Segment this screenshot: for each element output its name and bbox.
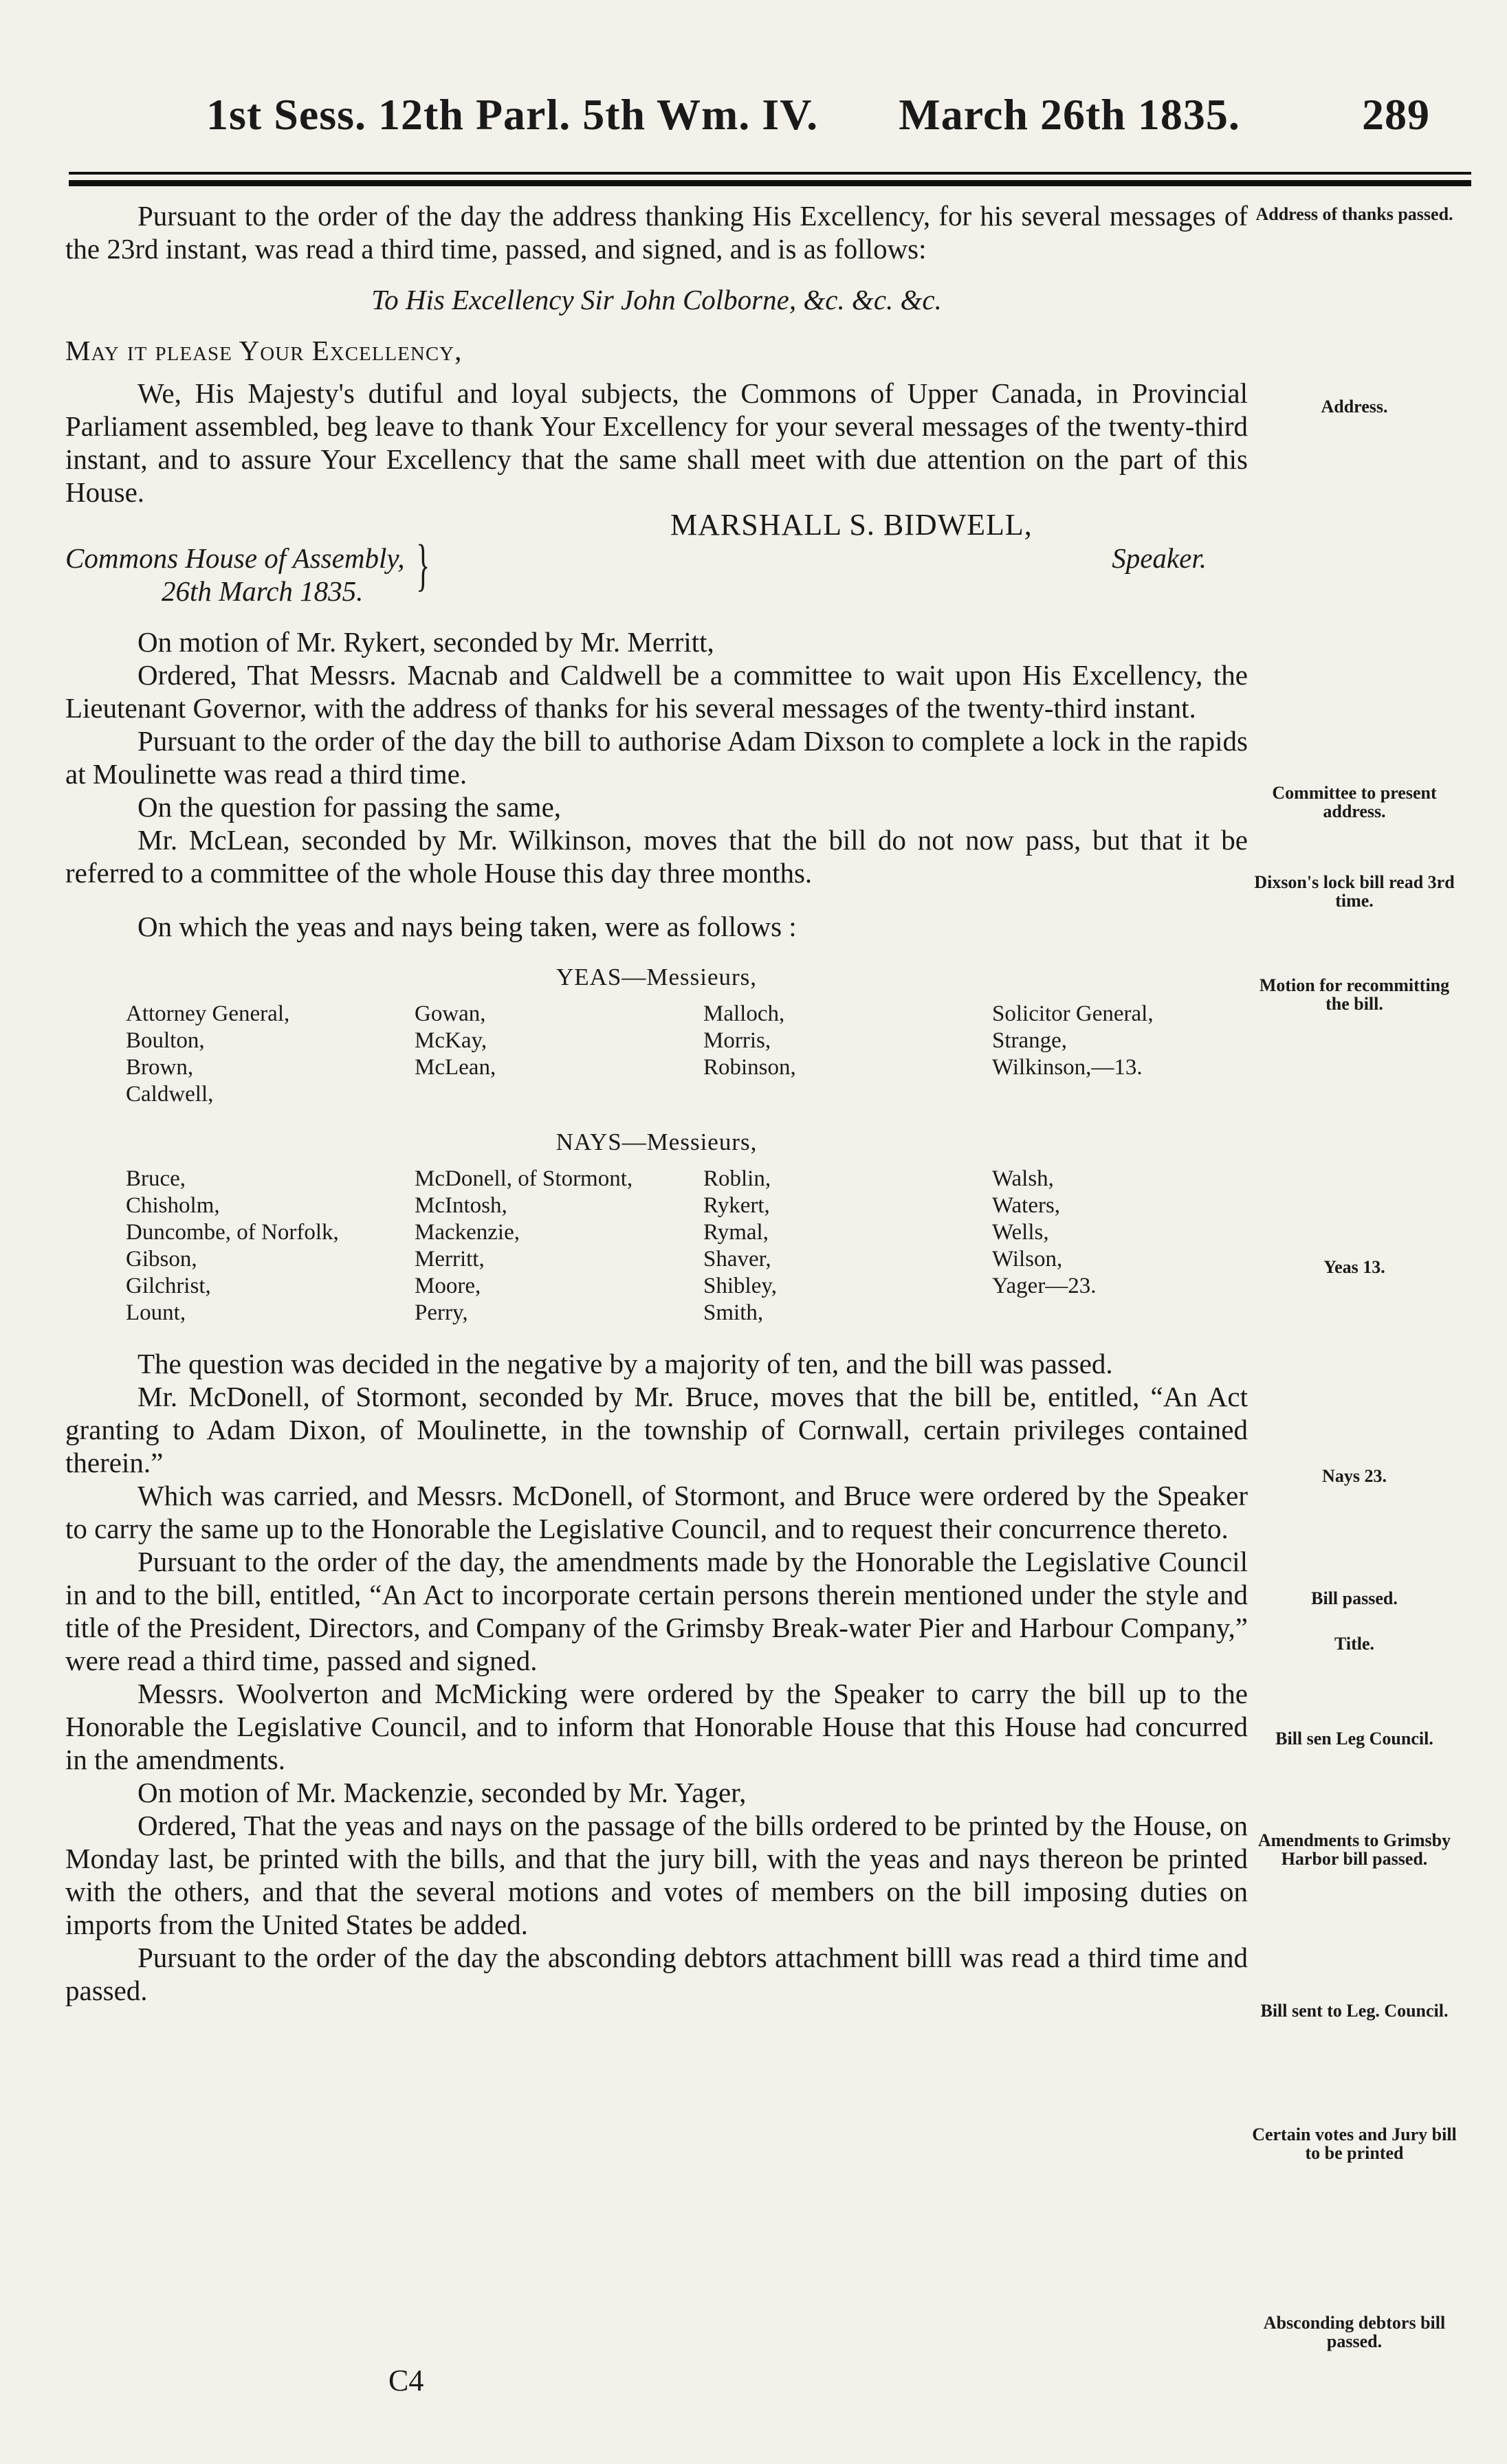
margin-note-bill-passed: Bill passed. xyxy=(1311,1588,1398,1608)
nay-member-name: Walsh, xyxy=(992,1166,1054,1191)
header-date: March 26th 1835. xyxy=(899,90,1240,139)
address-salutation: May it please Your Excellency, xyxy=(65,335,463,366)
nay-member-name: Wilson, xyxy=(992,1247,1063,1272)
nay-member-name: Rykert, xyxy=(703,1193,770,1218)
question-passing: On the question for passing the same, xyxy=(138,791,562,823)
nays-list xyxy=(65,1166,1248,1327)
speaker-title: Speaker. xyxy=(1112,542,1207,574)
nay-member-name: Gilchrist, xyxy=(126,1274,211,1298)
dixson-bill-reading: Pursuant to the order of the day the bill to authorise Adam Dixson to complete a lock in the rapids at Moulinette was read a third time. xyxy=(65,725,1248,790)
yea-member-name: Wilkinson,—13. xyxy=(992,1055,1143,1080)
yea-member-name: Boulton, xyxy=(126,1028,205,1053)
yea-member-name: Caldwell, xyxy=(126,1082,214,1107)
nay-member-name: Gibson, xyxy=(126,1247,197,1272)
nay-member-name: Wells, xyxy=(992,1220,1049,1245)
yeas-heading: YEAS—Messieurs, xyxy=(556,964,758,990)
nay-member-name xyxy=(992,1300,1281,1327)
carried-paragraph: Which was carried, and Messrs. McDonell, of Stormont, and Bruce were ordered by the Speaker to carry the same up to the Honorable the Legislative Council, and to request their concurrence thereto. xyxy=(65,1480,1248,1544)
margin-note-committee: Committee to present address. xyxy=(1272,783,1437,821)
nays-heading: NAYS—Messieurs, xyxy=(556,1129,758,1155)
nay-member-name: Shibley, xyxy=(703,1274,777,1298)
yea-member-name: Malloch, xyxy=(703,1001,785,1026)
address-recipient: To His Excellency Sir John Colborne, &c. &c. &c. xyxy=(371,284,942,315)
nay-member-name: Duncombe, of Norfolk, xyxy=(126,1220,339,1245)
yea-member-name: McKay, xyxy=(415,1028,487,1053)
grimsby-paragraph: Pursuant to the order of the day, the amendments made by the Honorable the Legislative Council in and to the bill, entitled, “An Act to incorporate certain persons therein mentioned under the style and title of the President, Directors, and Company of the Grimsby Break-water Pier and Harbour Company,” were read a third time, passed and signed. xyxy=(65,1546,1248,1676)
decision-paragraph: The question was decided in the negative by a majority of ten, and the bill was passed. xyxy=(138,1348,1113,1379)
nay-member-name: Perry, xyxy=(415,1300,468,1325)
mclean-motion: Mr. McLean, seconded by Mr. Wilkinson, moves that the bill do not now pass, but that it be referred to a committee of the whole House this day three months. xyxy=(65,824,1248,889)
nay-member-name: Shaver, xyxy=(703,1247,771,1272)
ordered-committee: Ordered, That Messrs. Macnab and Caldwell be a committee to wait upon His Excellency, the Lieutenant Governor, with the address of thanks for his several messages of the twenty-third instant. xyxy=(65,659,1248,724)
yea-member-name: Morris, xyxy=(703,1028,771,1053)
running-header xyxy=(206,89,1430,151)
yea-member-name xyxy=(415,1081,703,1108)
yea-member-name: Solicitor General, xyxy=(992,1001,1154,1026)
signatory-name: MARSHALL S. BIDWELL, xyxy=(670,508,1033,542)
margin-note-recommit: Motion for recommitting the bill. xyxy=(1259,975,1450,1014)
absconding-paragraph: Pursuant to the order of the day the absconding debtors attachment billl was read a third time and passed. xyxy=(65,1942,1248,2006)
header-session: 1st Sess. 12th Parl. 5th Wm. IV. xyxy=(206,90,819,139)
nay-member-name: Rymal, xyxy=(703,1220,769,1245)
paragraph-intro: Pursuant to the order of the day the address thanking His Excellency, for his several messages of the 23rd instant, was read a third time, passed, and signed, and is as follows: xyxy=(65,200,1248,265)
yea-member-name xyxy=(703,1081,992,1108)
house-line-2: 26th March 1835. xyxy=(162,575,364,607)
nay-member-name: Waters, xyxy=(992,1193,1061,1218)
nay-member-name: Roblin, xyxy=(703,1166,771,1191)
yeas-list xyxy=(65,1001,1248,1108)
yea-member-name: Robinson, xyxy=(703,1055,796,1080)
yea-member-name: Attorney General, xyxy=(126,1001,290,1026)
margin-note-amendments: Amendments to Grimsby Harbor bill passed. xyxy=(1257,1830,1451,1869)
margin-note-certain-votes: Certain votes and Jury bill to be printed xyxy=(1252,2124,1457,2163)
nay-member-name: Merritt, xyxy=(415,1247,485,1272)
house-line-1: Commons House of Assembly, xyxy=(65,542,405,574)
margin-note-absconding: Absconding debtors bill passed. xyxy=(1263,2313,1446,2351)
margin-note-address: Address. xyxy=(1321,397,1388,417)
margin-note-nays: Nays 23. xyxy=(1322,1466,1387,1486)
brace-glyph: } xyxy=(415,533,430,597)
yea-member-name: Strange, xyxy=(992,1028,1068,1053)
nay-member-name: Lount, xyxy=(126,1300,186,1325)
yea-member-name: McLean, xyxy=(415,1055,496,1080)
printer-signature-mark: C4 xyxy=(388,2364,424,2397)
yea-member-name xyxy=(992,1081,1281,1108)
margin-note-yeas: Yeas 13. xyxy=(1323,1257,1385,1277)
margin-note-address-passed: Address of thanks passed. xyxy=(1255,204,1453,224)
mcdonell-motion: Mr. McDonell, of Stormont, seconded by Mr. Bruce, moves that the bill be, entitled, “An Act granting to Adam Dixon, of Moulinette, in the township of Cornwall, certain privileges contained therein.” xyxy=(65,1381,1248,1478)
address-body: We, His Majesty's dutiful and loyal subjects, the Commons of Upper Canada, in Provincial Parliament assembled, beg leave to thank Your Excellency for your several messages of the twenty-third instant, and to assure Your Excellency that the same shall meet with due attention on the part of this House. xyxy=(65,377,1248,508)
nay-member-name: Bruce, xyxy=(126,1166,186,1191)
margin-note-title: Title. xyxy=(1334,1634,1375,1654)
signature-block xyxy=(65,533,1248,608)
yea-member-name: Gowan, xyxy=(415,1001,486,1026)
woolverton-paragraph: Messrs. Woolverton and McMicking were ordered by the Speaker to carry the bill up to the Honorable the Legislative Council, and to inform that Honorable House that this House had concurred in the amendments. xyxy=(65,1678,1248,1775)
motion-mackenzie: On motion of Mr. Mackenzie, seconded by Mr. Yager, xyxy=(138,1777,747,1808)
ordered-printed: Ordered, That the yeas and nays on the passage of the bills ordered to be printed by the House, on Monday last, be printed with the bills, and that the jury bill, with the yeas and nays thereon be printed with the others, and that the several motions and votes of members on the bill imposing duties on imports from the United States be added. xyxy=(65,1810,1248,1940)
journal-body xyxy=(65,199,1248,2007)
nay-member-name: Smith, xyxy=(703,1300,764,1325)
margin-note-bill-sent: Bill sen Leg Council. xyxy=(1275,1729,1433,1749)
nay-member-name: Moore, xyxy=(415,1274,481,1298)
nay-member-name: McIntosh, xyxy=(415,1193,507,1218)
nay-member-name: Mackenzie, xyxy=(415,1220,520,1245)
header-rule-thick xyxy=(69,180,1471,186)
margin-note-bill-sent-leg: Bill sent to Leg. Council. xyxy=(1260,2001,1449,2021)
margin-note-dixson: Dixson's lock bill read 3rd time. xyxy=(1254,872,1455,911)
nay-member-name: Yager—23. xyxy=(992,1274,1097,1298)
yeas-nays-intro: On which the yeas and nays being taken, were as follows : xyxy=(138,911,797,942)
yea-member-name: Brown, xyxy=(126,1055,194,1080)
nay-member-name: McDonell, of Stormont, xyxy=(415,1166,633,1191)
header-rule-thin xyxy=(69,172,1471,175)
motion-rykert: On motion of Mr. Rykert, seconded by Mr. Merritt, xyxy=(138,626,714,658)
page-number: 289 xyxy=(1362,90,1430,139)
nay-member-name: Chisholm, xyxy=(126,1193,220,1218)
